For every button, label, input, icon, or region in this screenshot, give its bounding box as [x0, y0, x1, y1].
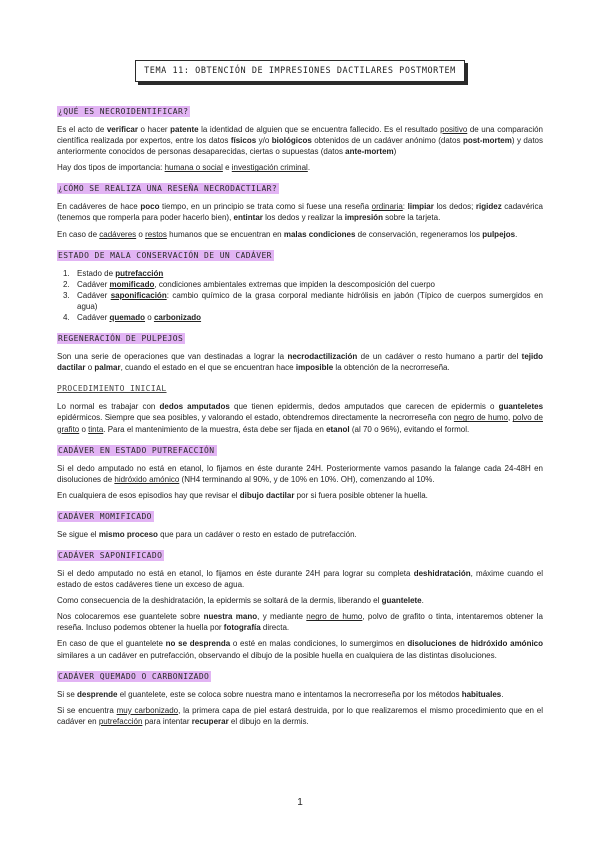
bold-term: desprende	[77, 689, 118, 699]
text-run: Si el dedo amputado no está en etanol, lo fijamos en éste durante 24H. Posteriormente vamos pasando la falange cada 24-48H en disoluciones de	[57, 463, 543, 484]
text-run: directa.	[260, 623, 290, 633]
heading-label: ESTADO DE MALA CONSERVACIÓN DE UN CADÁVER	[58, 250, 272, 260]
bold-term: dibujo dactilar	[239, 490, 295, 500]
paragraph-importance-types	[57, 162, 543, 173]
list-item	[57, 268, 543, 279]
bold-term: biológicos	[271, 136, 312, 146]
list-number: 3.	[63, 290, 70, 300]
bold-term: mismo proceso	[98, 529, 158, 539]
section-heading-putrefaccion	[57, 446, 543, 456]
text-run: tiempo, en un principio se trata como si fuese una reseña	[159, 202, 372, 212]
text-run: e	[222, 163, 232, 173]
heading-label: PROCEDIMIENTO INICIAL	[57, 384, 167, 394]
paragraph-burned-glove	[57, 689, 543, 700]
bold-term: ante-mortem	[345, 147, 394, 157]
bold-term: necrodactilización	[287, 352, 358, 362]
list-item	[57, 279, 543, 290]
text-run: el dibujo en la dermis.	[228, 716, 309, 726]
section-heading-mala-conservacion	[57, 251, 543, 261]
text-run: ) y datos anteriormente conocidos de personas desaparecidas, ciertas o supuestas (datos	[57, 136, 543, 157]
heading-label: CADÁVER MOMIFICADO	[58, 511, 152, 521]
text-run: (NH4 terminando al 90%, y de 10% en 10%. OH), comenzando al 10%.	[179, 474, 435, 484]
document-title: TEMA 11: OBTENCIÓN DE IMPRESIONES DACTILARES POSTMORTEM	[135, 60, 465, 82]
paragraph-regeneration-definition	[57, 351, 543, 373]
paragraph-putrefaction-process	[57, 463, 543, 485]
bold-term: patente	[170, 125, 199, 134]
text-run: o	[85, 363, 95, 373]
underlined-term: tinta	[88, 424, 104, 434]
text-run: Si se	[57, 689, 78, 699]
text-run: )	[393, 147, 397, 157]
text-run: Hay dos tipos de importancia:	[57, 163, 165, 173]
text-run: Es el acto de	[57, 125, 107, 134]
list-number: 2.	[63, 279, 70, 289]
subsection-heading-procedimiento	[57, 384, 543, 394]
bold-term: nuestra mano	[203, 612, 258, 622]
text-run: obtenidos de un cadáver anónimo (datos	[311, 136, 463, 146]
bold-term: no se desprenda	[165, 639, 231, 649]
section-heading-saponificado	[57, 551, 543, 561]
text-run: los dedos y realizar la	[262, 213, 345, 223]
paragraph-saponified-fixation	[57, 568, 543, 590]
list-number: 1.	[63, 268, 70, 278]
list-text	[77, 268, 543, 279]
bold-term: deshidratación	[413, 568, 471, 578]
text-run: epidérmicos. Siempre que sea posibles, y valorando el estado, obtendremos directamente la necrorreseña con	[57, 413, 454, 423]
paragraph-saponified-immersion	[57, 638, 543, 660]
text-run: de conservación, regeneramos los	[355, 229, 483, 239]
underlined-term: hidróxido amónico	[114, 474, 180, 484]
text-run: el guantelete, este se coloca sobre nuestra mano e intentamos la necrorreseña por los métodos	[117, 689, 462, 699]
text-run: , la primera capa de piel estará destruida, por lo que realizaremos el mismo procedimiento que en el cadáver en	[57, 705, 544, 726]
text-run: , condiciones ambientales extremas que impiden la descomposición del cuerpo	[154, 279, 435, 289]
text-run: que para un cadáver o resto en estado de putrefacción.	[157, 529, 357, 539]
text-run: humanos que se encuentran en	[166, 229, 284, 239]
bold-term: limpiar	[407, 202, 434, 212]
bold-term: físicos	[230, 136, 257, 146]
paragraph-recent-corpses	[57, 201, 543, 223]
text-run: similares a un cadáver en putrefacción, observando el dibujo de la posible huella en cualquiera de las distintas disoluciones.	[57, 650, 497, 660]
underlined-term: positivo	[440, 125, 468, 134]
text-run: En cualquiera de esos episodios hay que revisar el	[57, 490, 240, 500]
conservation-states-list	[57, 268, 543, 323]
bold-underlined-term: saponificación	[110, 290, 167, 300]
paragraph-definition	[57, 124, 543, 157]
list-item	[57, 290, 543, 312]
text-run: , polvo de grafito o tinta, intentaremos obtener la reseña. Incluso podemos obtener la huella por	[57, 612, 543, 633]
text-run: En caso de que el guantelete	[57, 639, 166, 649]
text-run: Nos colocaremos ese guantelete sobre	[57, 612, 204, 622]
text-run: de una comparación científica realizada por expertos, entre los datos	[57, 125, 543, 146]
text-run: .	[421, 596, 424, 606]
text-run: y/o	[256, 136, 272, 146]
bold-term: dedos amputados	[159, 402, 230, 412]
heading-label: ¿QUÉ ES NECROIDENTIFICAR?	[58, 107, 189, 116]
text-run: o hacer	[137, 125, 171, 134]
bold-term: post-mortem	[462, 136, 512, 146]
underlined-term: ordinaria	[371, 202, 403, 212]
bold-term: guanteletes	[498, 402, 544, 412]
bold-term: entintar	[233, 213, 263, 223]
list-text	[77, 290, 543, 312]
page-number: 1	[297, 797, 303, 808]
section-heading-quemado	[57, 672, 543, 682]
bold-term: rigidez	[475, 202, 502, 212]
heading-label: CADÁVER SAPONIFICADO	[58, 550, 163, 560]
bold-underlined-term: quemado	[109, 313, 146, 323]
bold-term: etanol	[326, 424, 350, 434]
text-run: Se sigue el	[57, 529, 99, 539]
section-heading-necroidentificar	[57, 107, 543, 117]
paragraph-carbonized	[57, 705, 543, 727]
bold-term: tejido dactilar	[57, 352, 543, 373]
bold-term: verificar	[106, 125, 138, 134]
text-run: por si fuera posible obtener la huella.	[294, 490, 428, 500]
section-heading-resena	[57, 184, 543, 194]
text-run: .	[501, 689, 504, 699]
underlined-term: investigación criminal	[231, 163, 308, 173]
text-run: ,	[508, 413, 513, 423]
bold-term: pulpejos	[482, 229, 516, 239]
list-item	[57, 312, 543, 323]
bold-term: impresión	[344, 213, 383, 223]
text-run: .	[515, 229, 518, 239]
text-run: que tienen epidermis, dedos amputados que carecen de epidermis o	[229, 402, 499, 412]
bold-term: poco	[140, 202, 160, 212]
bold-term: recuperar	[191, 716, 229, 726]
text-run: Como consecuencia de la deshidratación, la epidermis se soltará de la dermis, liberando el	[57, 596, 382, 606]
heading-label: ¿CÓMO SE REALIZA UNA RESEÑA NECRODACTILAR?	[58, 184, 278, 194]
text-run: cadavérica (tenemos que romperla para poder hacerlo bien),	[57, 202, 543, 223]
text-run: los dedos;	[433, 202, 476, 212]
text-run: o esté en malas condiciones, lo sumergimos en	[230, 639, 408, 649]
text-run: Son una serie de operaciones que van destinadas a lograr la	[57, 352, 288, 362]
text-run: Si el dedo amputado no está en etanol, lo fijamos en éste durante 24H para lograr su completa	[57, 568, 414, 578]
text-run: Cadáver	[77, 279, 110, 289]
paragraph-initial-procedure	[57, 401, 543, 434]
text-run: . Para el mantenimiento de la muestra, ésta debe ser fijada en	[103, 424, 327, 434]
underlined-term: humana o social	[164, 163, 223, 173]
text-run: :	[402, 202, 408, 212]
text-run: sobre la tarjeta.	[382, 213, 441, 223]
underlined-term: restos	[145, 229, 167, 239]
text-run: En cadáveres de hace	[57, 202, 141, 212]
bold-term: malas condiciones	[283, 229, 356, 239]
text-run: para intentar	[142, 716, 192, 726]
text-run: : cambio químico de la grasa corporal mediante hidrólisis en jabón (Típico de cuerpos sumergidos en agua)	[77, 290, 543, 311]
text-run: .	[307, 163, 311, 173]
underlined-term: putrefacción	[98, 716, 143, 726]
heading-label: CADÁVER EN ESTADO PUTREFACCIÓN	[58, 445, 215, 455]
underlined-term: polvo de grafito	[57, 413, 543, 434]
underlined-term: cadáveres	[99, 229, 137, 239]
underlined-term: negro de humo	[306, 612, 363, 622]
text-run: , y mediante	[257, 612, 307, 622]
bold-underlined-term: carbonizado	[153, 313, 202, 323]
text-run: En caso de	[57, 229, 100, 239]
bold-term: imposible	[295, 363, 334, 373]
bold-term: palmar	[94, 363, 121, 373]
bold-term: fotografía	[223, 623, 261, 633]
bold-underlined-term: putrefacción	[115, 268, 164, 278]
text-run: Cadáver	[77, 313, 110, 323]
list-number: 4.	[63, 313, 70, 323]
bold-underlined-term: momificado	[109, 279, 155, 289]
section-heading-momificado	[57, 512, 543, 522]
section-heading-regeneracion	[57, 334, 543, 344]
text-run: la identidad de alguien que se encuentra fallecido. Es el resultado	[198, 125, 441, 134]
list-text	[77, 279, 543, 290]
paragraph-saponified-dehydration	[57, 595, 543, 606]
bold-term: guantelete	[381, 596, 422, 606]
underlined-term: negro de humo	[453, 413, 509, 423]
paragraph-mummified	[57, 529, 543, 540]
text-run: o	[136, 229, 146, 239]
text-run: , máxime cuando el estado de estos cadáveres tiene un exceso de agua.	[57, 568, 544, 590]
bold-term: habituales	[461, 689, 502, 699]
text-run: o	[79, 424, 89, 434]
text-run: la obtención de la necrorreseña.	[333, 363, 450, 373]
text-run: , cuando el estado en el que se encuentran hace	[120, 363, 296, 373]
document-body	[57, 96, 543, 732]
text-run: Cadáver	[77, 290, 111, 300]
paragraph-bad-condition	[57, 229, 543, 240]
text-run: Si se encuentra	[57, 705, 117, 715]
bold-term: disoluciones de hidróxido amónico	[407, 639, 544, 649]
heading-label: CADÁVER QUEMADO O CARBONIZADO	[58, 671, 210, 681]
list-text	[77, 312, 543, 323]
text-run: de un cadáver o resto humano a partir del	[357, 352, 522, 362]
paragraph-saponified-glove	[57, 611, 543, 633]
text-run: Lo normal es trabajar con	[57, 402, 160, 412]
heading-label: REGENERACIÓN DE PULPEJOS	[58, 334, 184, 344]
paragraph-putrefaction-review	[57, 490, 543, 501]
text-run: (al 70 o 96%), evitando el formol.	[349, 424, 470, 434]
underlined-term: muy carbonizado	[116, 705, 179, 715]
text-run: Estado de	[77, 268, 116, 278]
text-run: o	[145, 313, 154, 323]
